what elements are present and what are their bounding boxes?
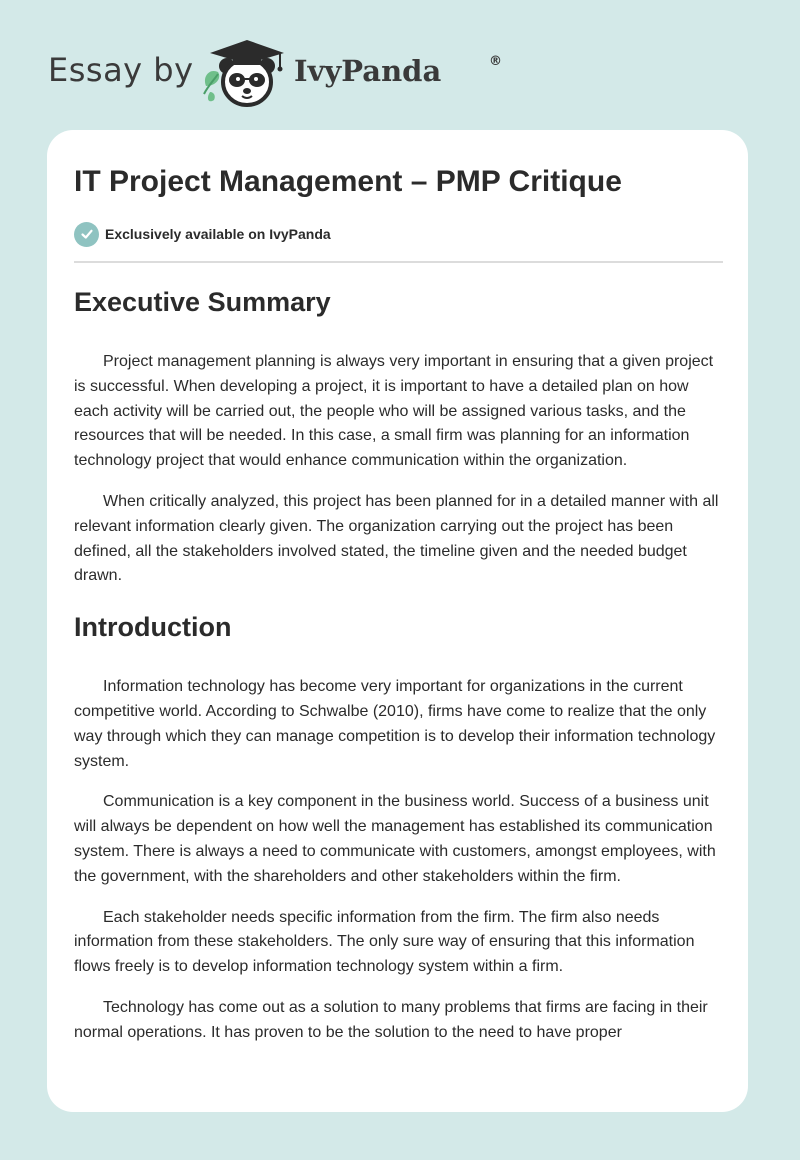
paragraph: Project management planning is always very important in ensuring that a given project is successful. When developing a project, it is important to have a detailed plan on how each activity will be carried out, the people who will be assigned various tasks, and the resources that will be needed. In this case, a small firm was planning for an information technology project that would enhance communication within the organization.: [74, 353, 714, 470]
paragraph: Technology has come out as a solution to many problems that firms are facing in their normal operations. It has proven to be the solution to the need to have proper: [74, 998, 708, 1041]
brand-prefix: Essay by: [48, 51, 194, 89]
paragraph: Communication is a key component in the business world. Success of a business unit will always be dependent on how well the management has established its communication system. There is always a need to communicate with customers, amongst employees, with the government, with the shareholders and other stakeholders within the firm.: [74, 793, 716, 885]
badge-text: Exclusively available on IvyPanda: [105, 226, 331, 242]
divider: [74, 261, 723, 263]
paragraph: Each stakeholder needs specific information from the firm. The firm also needs information from these stakeholders. The only sure way of ensuring that this information flows freely is to develop information technology system within a firm.: [74, 908, 695, 976]
paragraph: Information technology has become very important for organizations in the current competitive world. According to Schwalbe (2010), firms have come to realize that the only way through which they can manage competition is to develop their information technology system.: [74, 678, 716, 770]
exclusive-badge: [74, 221, 331, 247]
registered-mark: ®: [489, 54, 502, 69]
brand-header: [48, 34, 502, 110]
section-heading-executive-summary: Executive Summary: [74, 287, 331, 317]
page-title: IT Project Management – PMP Critique: [74, 165, 622, 198]
essay-body: [74, 276, 726, 1046]
panda-logo-icon[interactable]: [200, 36, 290, 110]
essay-card: [47, 130, 748, 1112]
section-heading-introduction: Introduction: [74, 612, 232, 643]
check-badge-icon: [74, 222, 99, 247]
paragraph: When critically analyzed, this project has been planned for in a detailed manner with all relevant information clearly given. The organization carrying out the project has been defined, all the stakeholders involved stated, the timeline given and the needed budget drawn.: [74, 492, 719, 585]
brand-name[interactable]: IvyPanda: [294, 54, 442, 88]
